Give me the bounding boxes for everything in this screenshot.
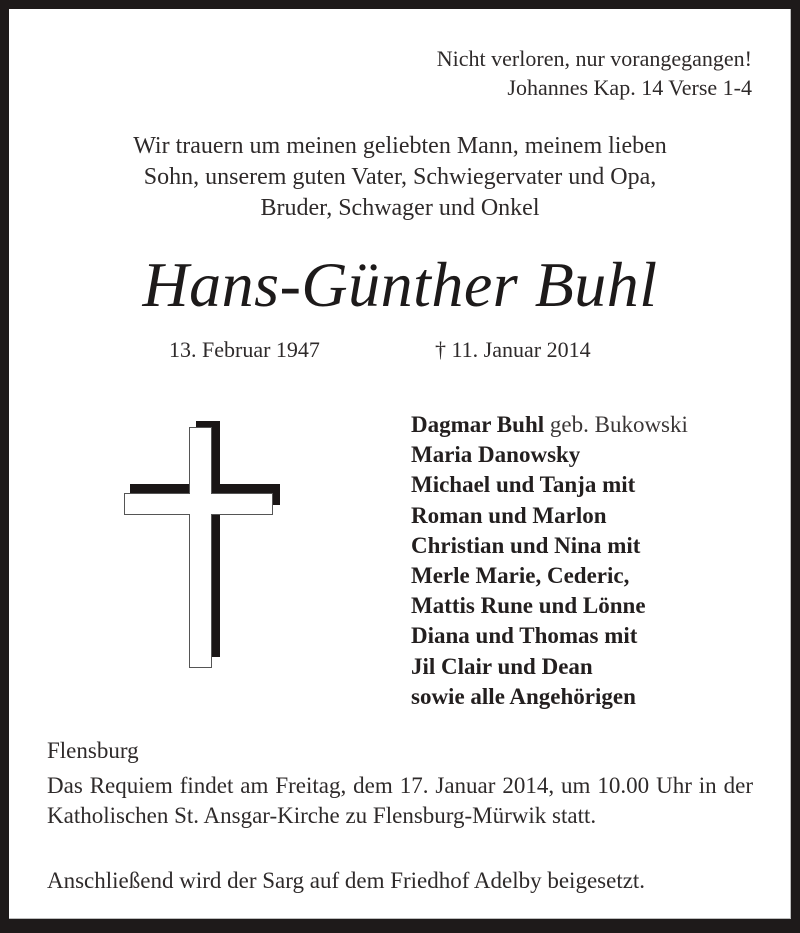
mourner-spouse: Dagmar Buhl: [411, 412, 545, 437]
mourner-line: Jil Clair und Dean: [411, 653, 593, 679]
statement-line-1: Wir trauern um meinen geliebten Mann, meinem lieben: [133, 133, 667, 159]
mourner-line: Diana und Thomas mit: [411, 623, 638, 649]
requiem-details: Das Requiem findet am Freitag, dem 17. Januar 2014, um 10.00 Uhr in der Katholischen St. Ansgar-Kirche zu Flensburg-Mürwik statt.: [47, 773, 753, 828]
mourner-line: [411, 410, 688, 440]
death-date: † 11. Januar 2014: [435, 337, 591, 362]
birth-date: 13. Februar 1947: [169, 337, 320, 362]
statement-line-3: Bruder, Schwager und Onkel: [260, 195, 540, 221]
quote-reference: Johannes Kap. 14 Verse 1-4: [507, 75, 752, 100]
mourner-line: Mattis Rune und Lönne: [411, 593, 646, 619]
statement-line-2: Sohn, unserem guten Vater, Schwiegervater und Opa,: [143, 164, 657, 190]
quote-text: Nicht verloren, nur vorangegangen!: [436, 46, 752, 71]
mourner-line: Roman und Marlon: [411, 502, 607, 528]
obituary-notice: [9, 9, 791, 919]
bible-quote: [437, 44, 752, 102]
maiden-name-note: geb. Bukowski: [544, 412, 688, 437]
cross-icon: [122, 418, 282, 668]
mourner-line: sowie alle Angehörigen: [411, 683, 636, 709]
deceased-name: Hans-Günther Buhl: [142, 249, 658, 320]
mourner-line: Maria Danowsky: [411, 442, 581, 468]
mourning-statement: [9, 131, 791, 224]
place-name: Flensburg: [47, 738, 139, 763]
mourner-line: Merle Marie, Cederic,: [411, 563, 630, 589]
mourners-list: [411, 410, 688, 712]
burial-details: Anschließend wird der Sarg auf dem Friedhof Adelby beigesetzt.: [47, 868, 646, 893]
mourner-line: Michael und Tanja mit: [411, 472, 636, 498]
mourner-line: Christian und Nina mit: [411, 532, 641, 558]
